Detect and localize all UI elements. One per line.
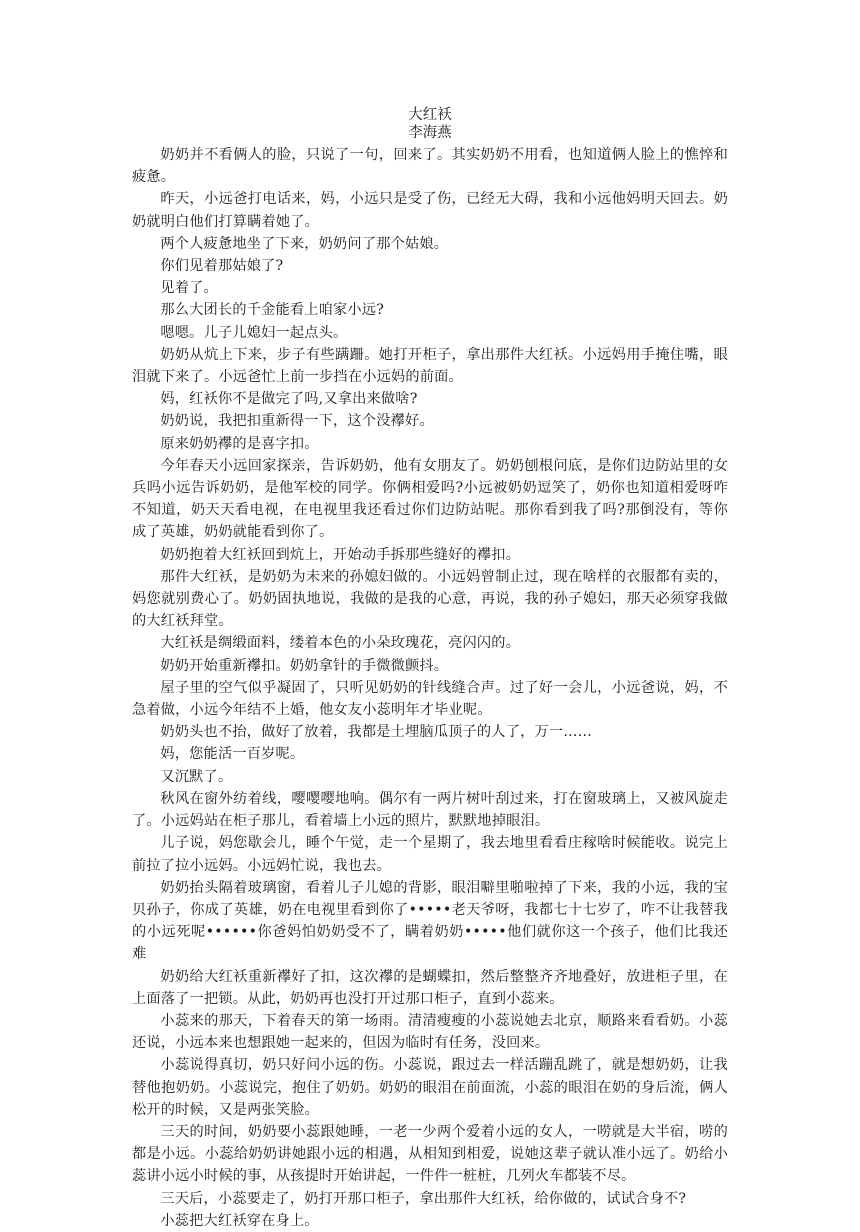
paragraph: 三天的时间，奶奶要小蕊跟她睡，一老一少两个爱着小远的女人，一唠就是大半宿，唠的都是小远。小蕊给奶奶讲她跟小远的相遇，从相知到相爱，说她这辈子就认准小远了。奶给小蕊讲小远小时候的事，从孩提时开始讲起，一件件一桩桩，几列火车都装不尽。: [132, 1123, 728, 1185]
paragraph: 奶奶说，我把扣重新得一下，这个没襻好。: [160, 413, 434, 430]
paragraph: 那件大红袄，是奶奶为未来的孙媳妇做的。小远妈曾制止过，现在啥样的衣服都有卖的，妈您就别费心了。奶奶固执地说，我做的是我的心意，再说，我的孙子媳妇，那天必须穿我做的大红袄拜堂。: [132, 568, 728, 630]
document-title: 大红袄: [408, 107, 452, 123]
paragraph: 奶奶抱着大红袄回到炕上，开始动手拆那些缝好的襻扣。: [160, 546, 521, 563]
paragraph: 今年春天小远回家探亲，告诉奶奶，他有女朋友了。奶奶刨根问底，是你们边防站里的女兵吗小远告诉奶奶，是他军校的同学。你俩相爱吗?小远被奶奶逗笑了，奶你也知道相爱呀咋不知道，奶天天看电视，在电视里我还看过你们边防站呢。那你看到我了吗?那倒没有，等你成了英雄，奶奶就能看到你了。: [132, 457, 728, 541]
paragraph: 你们见着那姑娘了?: [160, 258, 284, 275]
paragraph: 嗯嗯。儿子儿媳妇一起点头。: [160, 324, 348, 341]
paragraph: 奶奶并不看俩人的脸，只说了一句，回来了。其实奶奶不用看，也知道俩人脸上的憔悴和疲惫。: [132, 147, 728, 186]
paragraph: 屋子里的空气似乎凝固了，只听见奶奶的针线缝合声。过了好一会儿，小远爸说，妈，不急着做，小远今年结不上婚，他女友小蕊明年才毕业呢。: [132, 679, 728, 719]
document-page: [132, 106, 728, 1232]
paragraph: 原来奶奶襻的是喜字扣。: [160, 435, 319, 452]
document-author: 李海燕: [408, 125, 452, 141]
paragraph: 小蕊来的那天，下着春天的第一场雨。清清瘦瘦的小蕊说她去北京，顺路来看看奶。小蕊还说，小远本来也想跟她一起来的，但因为临时有任务，没回来。: [132, 1012, 728, 1052]
paragraph: 两个人疲惫地坐了下来，奶奶问了那个姑娘。: [160, 235, 449, 252]
paragraph: 又沉默了。: [160, 768, 233, 785]
paragraph: 奶奶从炕上下来，步子有些蹒跚。她打开柜子，拿出那件大红袄。小远妈用手掩住嘴，眼泪就下来了。小远爸忙上前一步挡在小远妈的前面。: [132, 346, 728, 386]
paragraph: 奶奶给大红袄重新襻好了扣，这次襻的是蝴蝶扣，然后整整齐齐地叠好，放进柜子里，在上面落了一把锁。从此，奶奶再也没打开过那口柜子，直到小蕊来。: [132, 968, 728, 1007]
paragraph: 大红袄是绸缎面料，缕着本色的小朵玫瑰花，亮闪闪的。: [160, 635, 521, 652]
paragraph: 儿子说，妈您歇会儿，睡个午觉，走一个星期了，我去地里看看庄稼啥时候能收。说完上前拉了拉小远妈。小远妈忙说，我也去。: [132, 835, 728, 874]
paragraph: 小蕊把大红袄穿在身上。: [160, 1212, 319, 1229]
paragraph: 妈，红袄你不是做完了吗,又拿出来做啥?: [160, 391, 418, 408]
paragraph: 见着了。: [160, 280, 218, 297]
paragraph: 那么大团长的千金能看上咱家小远?: [160, 302, 385, 319]
paragraph: 奶奶头也不抬，做好了放着，我都是土埋脑瓜顶子的人了，万一……: [160, 724, 593, 741]
paragraph: 三天后，小蕊要走了，奶打开那口柜子，拿出那件大红袄，给你做的，试试合身不?: [160, 1190, 687, 1207]
paragraph: 秋风在窗外纺着线，嘤嘤嘤地响。偶尔有一两片树叶刮过来，打在窗玻璃上，又被风旋走了。小远妈站在柜子那儿，看着墙上小远的照片，默默地掉眼泪。: [132, 790, 728, 830]
document-body: [132, 144, 728, 1232]
paragraph: 奶奶开始重新襻扣。奶奶拿针的手微微颤抖。: [160, 657, 449, 674]
paragraph: 小蕊说得真切，奶只好问小远的伤。小蕊说，跟过去一样活蹦乱跳了，就是想奶奶，让我替他抱奶奶。小蕊说完，抱住了奶奶。奶奶的眼泪在前面流，小蕊的眼泪在奶的身后流，俩人松开的时候，又是两张笑脸。: [132, 1057, 728, 1118]
paragraph: 妈，您能活一百岁呢。: [160, 746, 305, 763]
paragraph: 昨天，小远爸打电话来，妈，小远只是受了伤，已经无大碍，我和小远他妈明天回去。奶奶就明白他们打算瞒着她了。: [132, 191, 728, 230]
paragraph: 奶奶抬头隔着玻璃窗，看着儿子儿媳的背影，眼泪噼里啪啦掉了下来，我的小远，我的宝贝孙子，你成了英雄，奶在电视里看到你了•••••老天爷呀，我都七十七岁了，咋不让我替我的小远死呢••••••你爸妈怕奶奶受不了，瞒着奶奶•••••他们就你这一个孩子，他们比我还难: [132, 879, 728, 963]
